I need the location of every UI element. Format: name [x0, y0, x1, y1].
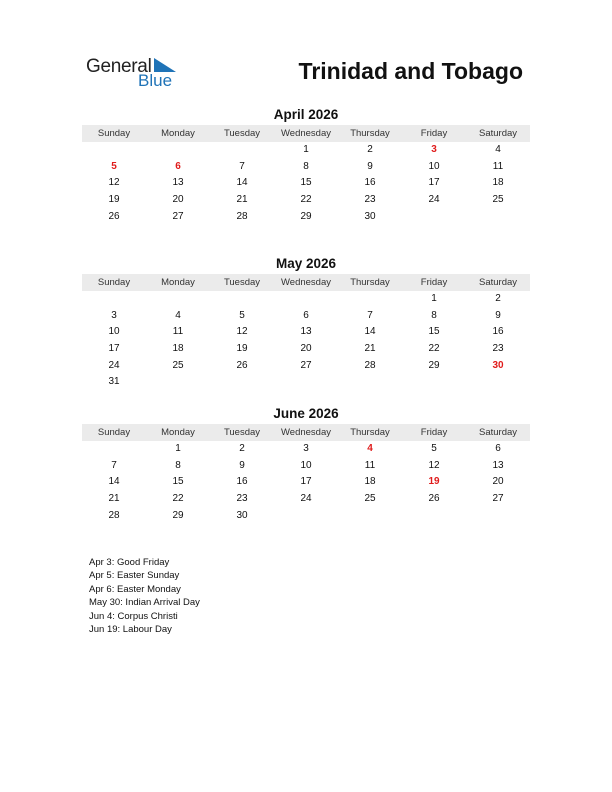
day-cell: 28	[364, 359, 376, 371]
day-cell: 17	[108, 343, 120, 355]
holiday-item: Jun 4: Corpus Christi	[89, 610, 178, 622]
day-cell: 14	[364, 326, 376, 338]
day-cell: 19	[108, 194, 120, 206]
day-cell: 20	[172, 194, 184, 206]
day-cell: 28	[108, 509, 120, 521]
holiday-day-cell: 30	[492, 359, 504, 371]
weekday-label: Tuesday	[223, 277, 261, 288]
weekday-label: Wednesday	[281, 277, 331, 288]
day-cell: 31	[108, 376, 120, 388]
empty-day-cell	[402, 209, 466, 226]
country-title: Trinidad and Tobago	[298, 58, 523, 84]
day-cell: 16	[492, 326, 504, 338]
day-cell: 10	[300, 459, 312, 471]
weekday-label: Saturday	[478, 277, 518, 288]
day-cell: 27	[300, 359, 312, 371]
holiday-day-cell: 6	[175, 160, 181, 172]
day-cell: 2	[495, 293, 501, 304]
day-cell: 15	[428, 326, 440, 338]
weekday-label: Tuesday	[223, 128, 261, 139]
empty-day-cell	[82, 142, 146, 159]
empty-day-cell	[82, 441, 146, 458]
day-cell: 25	[172, 359, 184, 371]
weekday-label: Tuesday	[223, 427, 261, 438]
day-cell: 11	[492, 160, 504, 172]
empty-day-cell	[210, 291, 274, 308]
day-cell: 8	[303, 160, 309, 172]
day-cell: 18	[364, 476, 376, 488]
empty-day-cell	[210, 142, 274, 159]
day-cell: 21	[108, 493, 120, 505]
day-cell: 2	[239, 443, 245, 454]
day-cell: 8	[431, 309, 437, 321]
empty-day-cell	[466, 508, 530, 525]
day-cell: 15	[300, 177, 312, 189]
day-cell: 26	[236, 359, 248, 371]
day-cell: 5	[431, 443, 437, 454]
day-cell: 9	[495, 309, 501, 321]
empty-day-cell	[274, 508, 338, 525]
day-cell: 24	[428, 194, 440, 206]
day-cell: 16	[236, 476, 248, 488]
day-cell: 1	[175, 443, 181, 454]
day-cell: 27	[172, 210, 184, 222]
day-cell: 22	[172, 493, 184, 505]
weekday-label: Monday	[161, 128, 195, 139]
holiday-item: Jun 19: Labour Day	[89, 624, 172, 636]
empty-day-cell	[146, 374, 210, 391]
day-cell: 2	[367, 144, 373, 155]
month-june	[82, 405, 530, 524]
day-cell: 27	[492, 493, 504, 505]
empty-day-cell	[466, 374, 530, 391]
day-cell: 29	[172, 509, 184, 521]
day-cell: 14	[108, 476, 120, 488]
day-cell: 24	[300, 493, 312, 505]
empty-day-cell	[146, 291, 210, 308]
holiday-item: Apr 3: Good Friday	[89, 557, 170, 568]
day-cell: 12	[236, 326, 248, 338]
day-cell: 20	[300, 343, 312, 355]
day-cell: 11	[364, 459, 376, 471]
month-title: April 2026	[273, 107, 339, 122]
weekday-label: Thursday	[350, 277, 390, 288]
weekday-header	[82, 424, 530, 441]
month-april	[82, 106, 530, 225]
empty-day-cell	[338, 374, 402, 391]
day-cell: 23	[236, 493, 248, 505]
day-cell: 29	[428, 359, 440, 371]
holiday-item: Apr 5: Easter Sunday	[89, 570, 180, 582]
day-cell: 18	[172, 343, 184, 355]
month-title: May 2026	[275, 256, 337, 271]
empty-day-cell	[274, 291, 338, 308]
holiday-day-cell: 3	[431, 144, 437, 155]
day-cell: 13	[492, 459, 504, 471]
day-cell: 23	[364, 194, 376, 206]
empty-day-cell	[146, 142, 210, 159]
weekday-label: Sunday	[97, 128, 131, 139]
holiday-item: May 30: Indian Arrival Day	[89, 597, 200, 609]
day-cell: 4	[495, 144, 501, 155]
day-cell: 19	[236, 343, 248, 355]
holiday-item: Apr 6: Easter Monday	[89, 583, 181, 595]
day-cell: 30	[364, 210, 376, 222]
weekday-label: Monday	[161, 427, 195, 438]
day-cell: 10	[108, 326, 120, 338]
day-cell: 22	[300, 194, 312, 206]
logo-triangle-icon	[154, 58, 176, 72]
day-cell: 25	[364, 493, 376, 505]
day-cell: 9	[367, 160, 373, 172]
day-cell: 18	[492, 177, 504, 189]
weekday-label: Saturday	[478, 427, 518, 438]
day-cell: 12	[428, 459, 440, 471]
empty-day-cell	[82, 291, 146, 308]
empty-day-cell	[274, 374, 338, 391]
empty-day-cell	[402, 508, 466, 525]
day-cell: 3	[303, 443, 309, 454]
weekday-header	[82, 274, 530, 291]
day-cell: 26	[428, 493, 440, 505]
day-cell: 7	[239, 160, 245, 172]
day-grid	[82, 142, 530, 225]
day-grid	[82, 441, 530, 524]
month-may	[82, 255, 530, 391]
holiday-day-cell: 5	[111, 160, 117, 172]
day-cell: 3	[111, 309, 117, 321]
day-cell: 14	[236, 177, 248, 189]
day-cell: 12	[108, 177, 120, 189]
day-cell: 23	[492, 343, 504, 355]
day-cell: 28	[236, 210, 248, 222]
logo-blue-text: Blue	[138, 71, 173, 90]
day-cell: 13	[300, 326, 312, 338]
day-cell: 24	[108, 359, 120, 371]
day-cell: 5	[239, 309, 245, 321]
day-cell: 4	[175, 309, 181, 321]
holiday-day-cell: 4	[367, 443, 373, 454]
weekday-label: Wednesday	[281, 128, 331, 139]
day-cell: 13	[172, 177, 184, 189]
weekday-label: Thursday	[350, 128, 390, 139]
month-title: June 2026	[273, 406, 339, 421]
day-cell: 8	[175, 459, 181, 471]
day-cell: 7	[367, 309, 373, 321]
holiday-list	[89, 556, 200, 636]
day-cell: 1	[431, 293, 437, 304]
empty-day-cell	[466, 209, 530, 226]
day-cell: 17	[300, 476, 312, 488]
brand-logo	[86, 54, 186, 94]
day-cell: 1	[303, 144, 309, 155]
day-cell: 9	[239, 459, 245, 471]
day-cell: 21	[364, 343, 376, 355]
day-cell: 21	[236, 194, 248, 206]
day-cell: 26	[108, 210, 120, 222]
day-cell: 16	[364, 177, 376, 189]
day-cell: 15	[172, 476, 184, 488]
weekday-label: Sunday	[97, 427, 131, 438]
day-cell: 7	[111, 459, 117, 471]
day-grid	[82, 291, 530, 391]
empty-day-cell	[210, 374, 274, 391]
logo-general-text: General	[86, 56, 152, 77]
holiday-day-cell: 19	[428, 476, 440, 488]
day-cell: 20	[492, 476, 504, 488]
day-cell: 22	[428, 343, 440, 355]
day-cell: 6	[303, 309, 309, 321]
weekday-label: Saturday	[478, 128, 518, 139]
empty-day-cell	[402, 374, 466, 391]
day-cell: 11	[172, 326, 184, 338]
weekday-label: Wednesday	[281, 427, 331, 438]
weekday-label: Friday	[420, 427, 448, 438]
day-cell: 10	[428, 160, 440, 172]
day-cell: 6	[495, 443, 501, 454]
empty-day-cell	[338, 291, 402, 308]
day-cell: 29	[300, 210, 312, 222]
day-cell: 30	[236, 509, 248, 521]
day-cell: 25	[492, 194, 504, 206]
weekday-label: Friday	[420, 128, 448, 139]
weekday-label: Monday	[161, 277, 195, 288]
weekday-header	[82, 125, 530, 142]
weekday-label: Thursday	[350, 427, 390, 438]
day-cell: 17	[428, 177, 440, 189]
weekday-label: Friday	[420, 277, 448, 288]
weekday-label: Sunday	[97, 277, 131, 288]
empty-day-cell	[338, 508, 402, 525]
